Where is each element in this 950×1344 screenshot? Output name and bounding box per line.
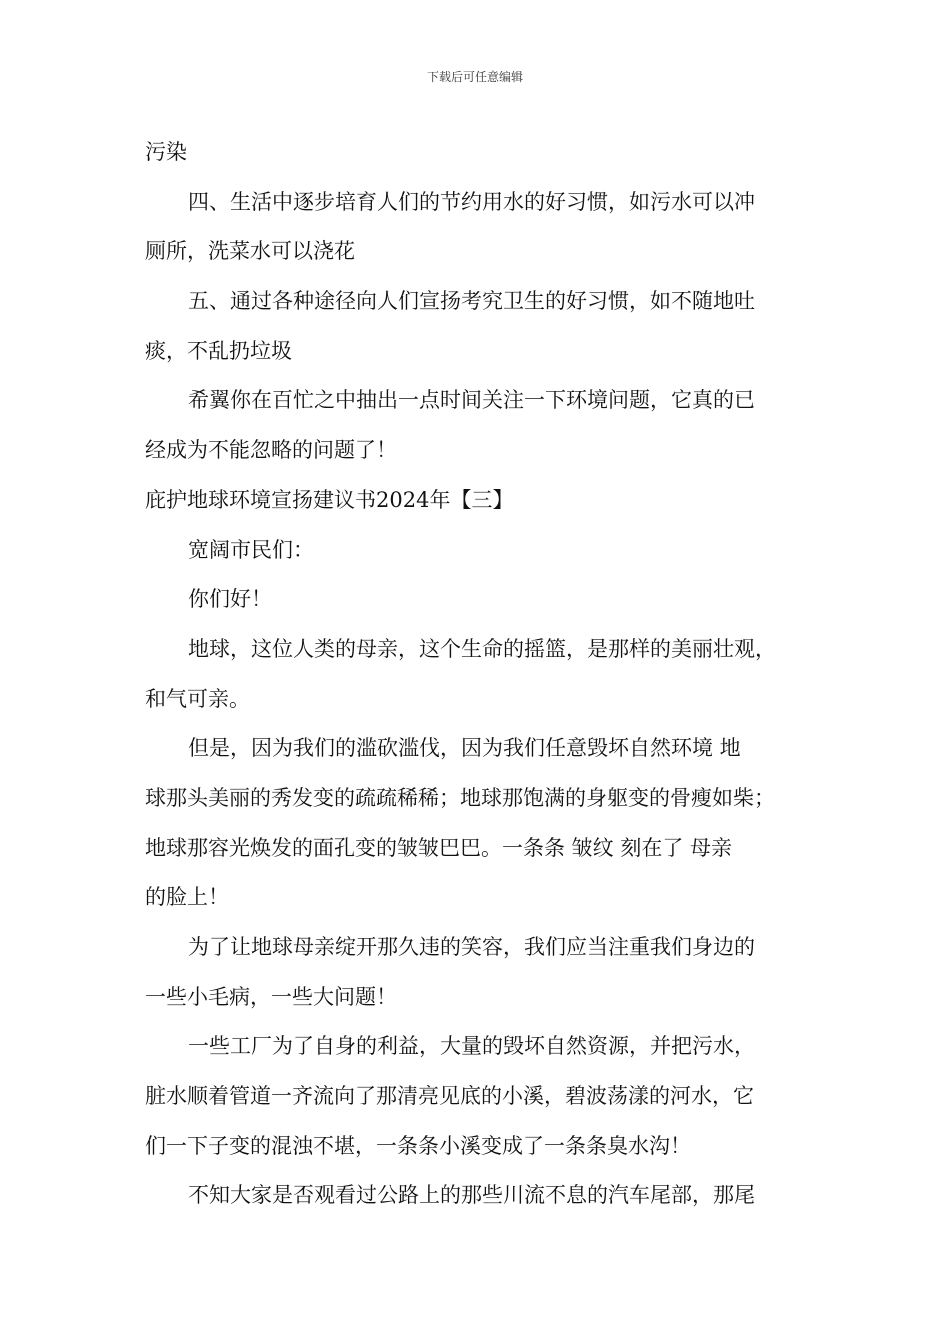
text-line: 你们好！ (188, 587, 272, 611)
text-line: 五、通过各种途径向人们宣扬考究卫生的好习惯，如不随地吐 (188, 289, 755, 313)
text-line: 和气可亲。 (145, 687, 250, 711)
text-line: 球那头美丽的秀发变的疏疏稀稀；地球那饱满的身躯变的骨瘦如柴； (145, 786, 775, 810)
section-title: 庇护地球环境宣扬建议书2024年【三】 (145, 488, 514, 512)
text-line: 们一下子变的混浊不堪，一条条小溪变成了一条条臭水沟！ (145, 1134, 691, 1158)
text-line: 但是，因为我们的滥砍滥伐，因为我们任意毁坏自然环境 地 (188, 736, 741, 760)
text-line: 一些工厂为了自身的利益，大量的毁坏自然资源，并把污水， (188, 1034, 755, 1058)
page-header: 下载后可任意编辑 (426, 70, 523, 84)
text-line: 经成为不能忽略的问题了！ (145, 438, 397, 462)
text-line: 的脸上！ (145, 885, 229, 909)
text-line: 不知大家是否观看过公路上的那些川流不息的汽车尾部，那尾 (188, 1183, 755, 1207)
text-line: 宽阔市民们： (188, 538, 314, 562)
text-line: 痰，不乱扔垃圾 (145, 339, 292, 363)
text-line: 希翼你在百忙之中抽出一点时间关注一下环境问题，它真的已 (188, 388, 755, 412)
text-line: 一些小毛病，一些大问题！ (145, 985, 397, 1009)
text-line: 厕所，洗菜水可以浇花 (145, 239, 355, 263)
text-line: 脏水顺着管道一齐流向了那清亮见底的小溪，碧波荡漾的河水，它 (145, 1084, 754, 1108)
text-line: 污染 (145, 140, 187, 164)
text-line: 四、生活中逐步培育人们的节约用水的好习惯，如污水可以冲 (188, 190, 755, 214)
text-line: 地球那容光焕发的面孔变的皱皱巴巴。一条条 皱纹 刻在了 母亲 (145, 836, 733, 860)
text-line: 地球，这位人类的母亲，这个生命的摇篮，是那样的美丽壮观， (188, 637, 776, 661)
text-line: 为了让地球母亲绽开那久违的笑容，我们应当注重我们身边的 (188, 935, 755, 959)
